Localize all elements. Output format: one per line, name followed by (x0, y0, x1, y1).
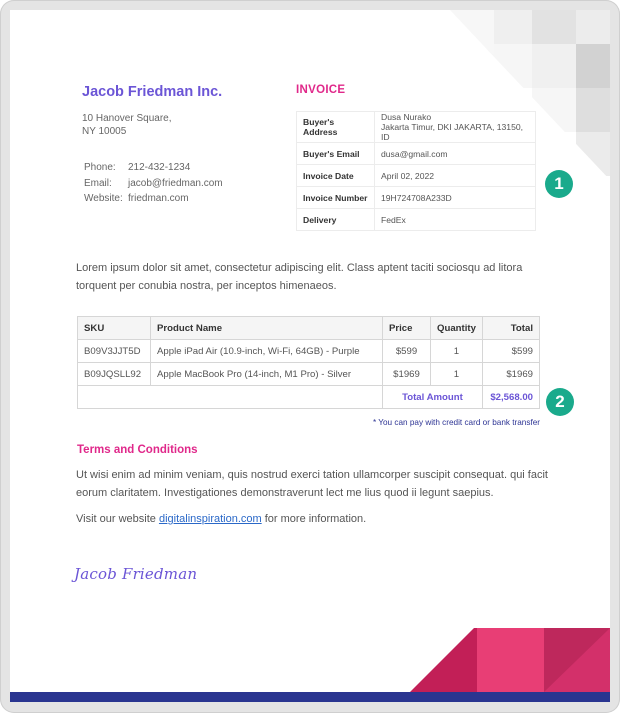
info-row-delivery (297, 209, 536, 231)
payment-note: * You can pay with credit card or bank transfer (372, 418, 540, 427)
items-header-row (78, 317, 540, 340)
header-quantity: Quantity (431, 317, 483, 340)
cell-product: Apple MacBook Pro (14-inch, M1 Pro) - Silver (151, 363, 383, 386)
cell-product: Apple iPad Air (10.9-inch, Wi-Fi, 64GB) - Purple (151, 340, 383, 363)
address-line-1: 10 Hanover Square, (82, 113, 172, 124)
cell-sku: B09V3JJT5D (78, 340, 151, 363)
address-line-2: NY 10005 (82, 126, 127, 137)
total-amount-label: Total Amount (383, 386, 483, 409)
contact-email (84, 176, 223, 192)
visit-website-text (76, 513, 366, 525)
total-row-spacer (78, 386, 383, 409)
visit-prefix: Visit our website (76, 513, 159, 525)
buyer-name: Dusa Nurako (381, 112, 432, 122)
cell-total: $1969 (482, 363, 539, 386)
info-value: dusa@gmail.com (375, 143, 536, 165)
visit-suffix: for more information. (261, 513, 367, 525)
info-value (375, 112, 536, 143)
info-row-invoice-date (297, 165, 536, 187)
invoice-title: INVOICE (296, 84, 346, 96)
phone-label: Phone: (84, 162, 116, 174)
contact-phone (84, 160, 223, 176)
email-value: jacob@friedman.com (128, 177, 223, 189)
website-label: Website: (84, 193, 123, 205)
buyer-address: Jakarta Timur, DKI JAKARTA, 13150, ID (381, 122, 524, 142)
info-label: Invoice Number (297, 187, 375, 209)
invoice-page (10, 10, 610, 702)
table-row (78, 340, 540, 363)
items-table (77, 316, 540, 409)
contact-website (84, 191, 223, 207)
info-row-buyer-email (297, 143, 536, 165)
info-label: Delivery (297, 209, 375, 231)
company-name: Jacob Friedman Inc. (82, 84, 223, 100)
email-label: Email: (84, 177, 112, 189)
info-label: Buyer's Email (297, 143, 375, 165)
website-link[interactable]: digitalinspiration.com (158, 513, 262, 525)
signature: Jacob Friedman (74, 565, 198, 583)
table-row (78, 363, 540, 386)
footer-bar (10, 692, 610, 702)
total-amount-value: $2,568.00 (482, 386, 539, 409)
phone-value: 212-432-1234 (128, 162, 191, 174)
info-row-buyer-address (297, 112, 536, 143)
cell-total: $599 (482, 340, 539, 363)
info-value: FedEx (375, 209, 536, 231)
header-product: Product Name (151, 317, 383, 340)
cell-sku: B09JQSLL92 (78, 363, 151, 386)
website-value: friedman.com (128, 193, 189, 205)
total-row (78, 386, 540, 409)
annotation-badge-2: 2 (546, 388, 574, 416)
info-row-invoice-number (297, 187, 536, 209)
header-total: Total (482, 317, 539, 340)
header-sku: SKU (78, 317, 151, 340)
terms-text: Ut wisi enim ad minim veniam, quis nostrud exerci tation ullamcorper suscipit consequat. qui facit eorum claritatem. Investigationes demonstraverunt lect me lius quod ii legunt saepius. (76, 469, 548, 499)
info-value: 19H724708A233D (375, 187, 536, 209)
info-label: Invoice Date (297, 165, 375, 187)
info-label: Buyer's Address (297, 112, 375, 143)
terms-title: Terms and Conditions (77, 444, 198, 456)
cell-quantity: 1 (431, 340, 483, 363)
annotation-badge-1: 1 (545, 170, 573, 198)
decorative-shapes-bottom-right (410, 628, 610, 692)
cell-price: $1969 (383, 363, 431, 386)
info-value: April 02, 2022 (375, 165, 536, 187)
invoice-info-table (296, 111, 536, 231)
cell-price: $599 (383, 340, 431, 363)
contact-info (84, 160, 223, 207)
intro-paragraph: Lorem ipsum dolor sit amet, consectetur adipiscing elit. Class aptent taciti sociosqu ad litora torquent per conubia nostra, per inceptos himenaeos. (76, 262, 523, 292)
company-address (82, 112, 172, 138)
cell-quantity: 1 (431, 363, 483, 386)
header-price: Price (383, 317, 431, 340)
